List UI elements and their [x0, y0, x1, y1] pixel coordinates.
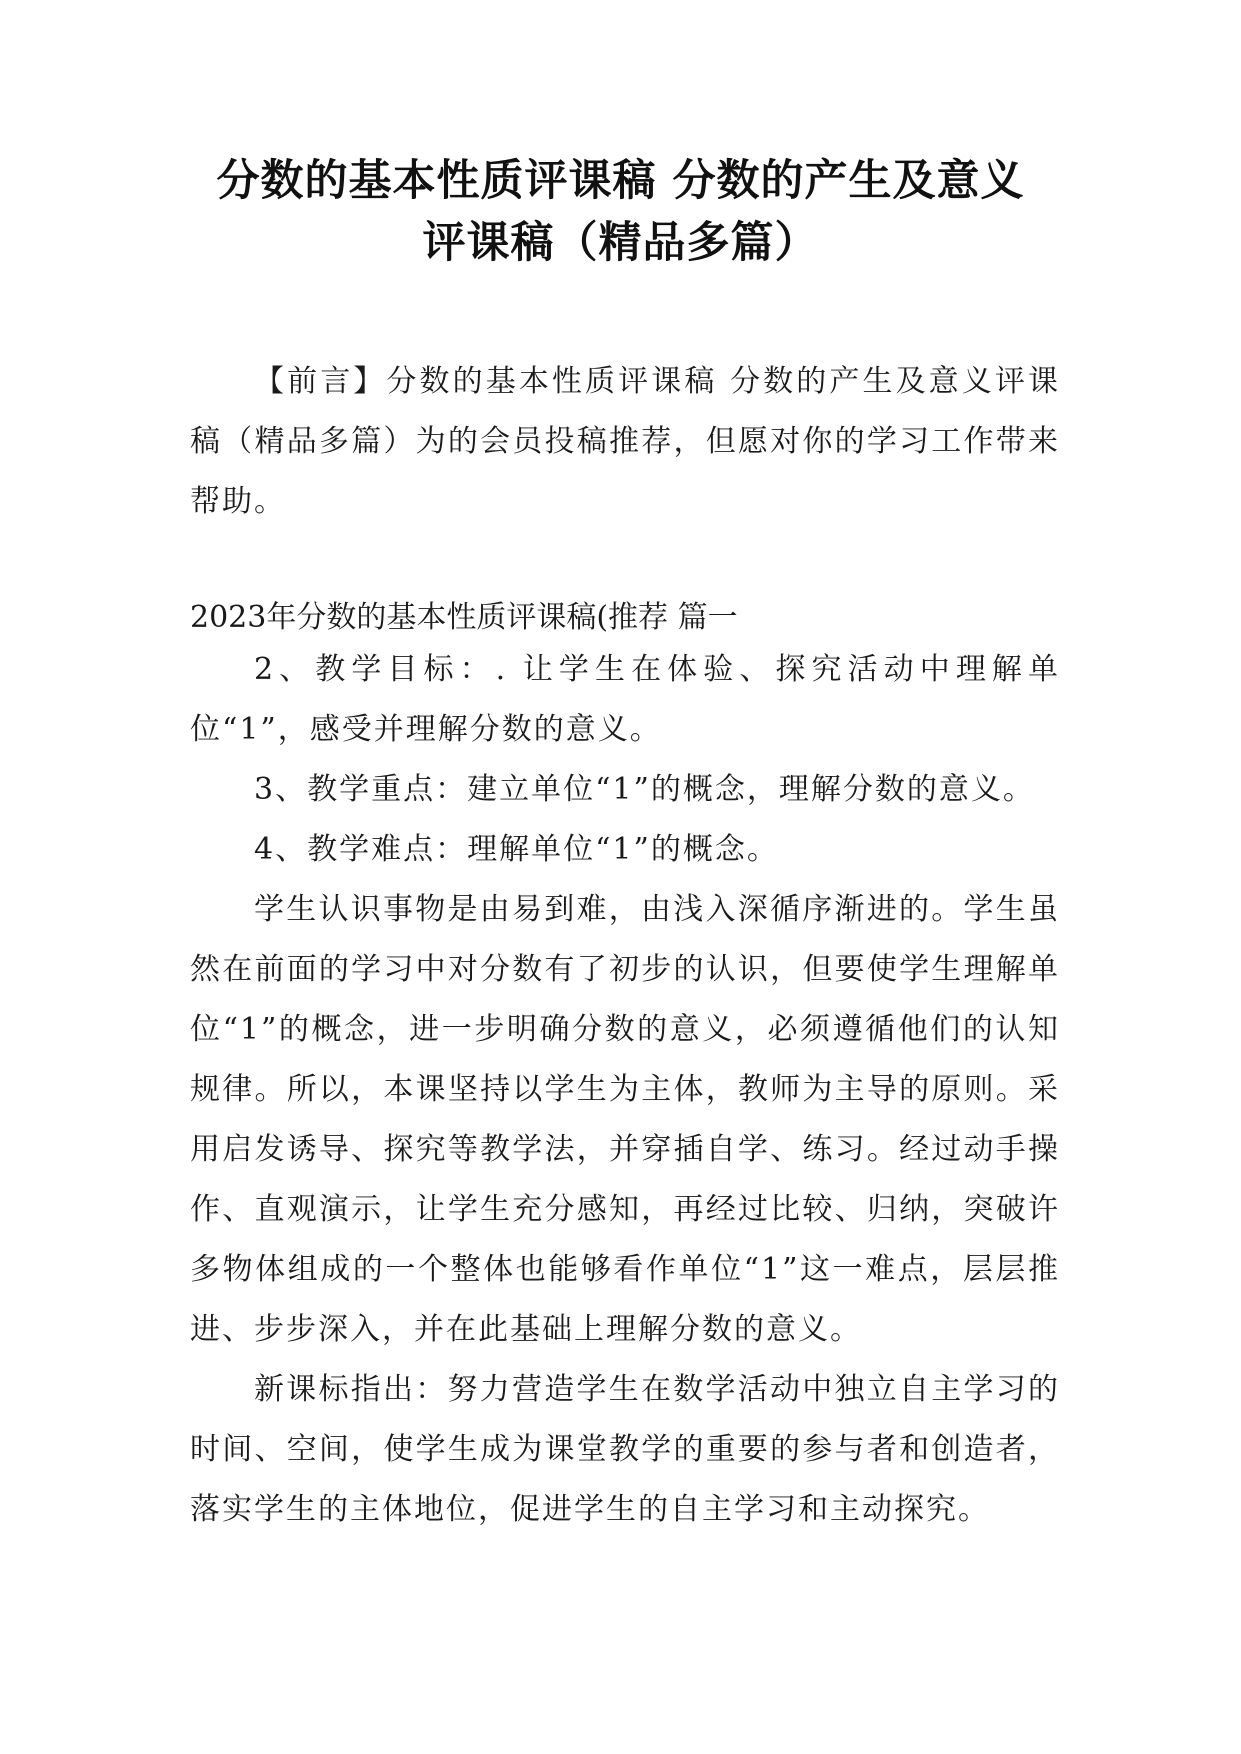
content-block [190, 640, 1060, 1540]
paragraph-teaching-focus: 3、教学重点：建立单位“1”的概念，理解分数的意义。 [254, 772, 1035, 807]
section-heading: 2023年分数的基本性质评课稿(推荐 篇一 [190, 600, 738, 635]
document-title-line-1: 分数的基本性质评课稿 分数的产生及意义 [216, 156, 1025, 206]
paragraph-curriculum-standard: 新课标指出：努力营造学生在数学活动中独立自主学习的时间、空间，使学生成为课堂教学的重要的参与者和创造者，落实学生的主体地位，促进学生的自主学习和主动探究。 [190, 1372, 1060, 1527]
paragraph-teaching-difficulty: 4、教学难点：理解单位“1”的概念。 [254, 832, 779, 867]
document-title [150, 150, 1091, 274]
preface-paragraph: 【前言】分数的基本性质评课稿 分数的产生及意义评课稿（精品多篇）为的会员投稿推荐，但愿对你的学习工作带来帮助。 [190, 364, 1060, 519]
paragraph-teaching-method: 学生认识事物是由易到难，由浅入深循序渐进的。学生虽然在前面的学习中对分数有了初步的认识，但要使学生理解单位“1”的概念，进一步明确分数的意义，必须遵循他们的认知规律。所以，本课坚持以学生为主体，教师为主导的原则。采用启发诱导、探究等教学法，并穿插自学、练习。经过动手操作、直观演示，让学生充分感知，再经过比较、归纳，突破许多物体组成的一个整体也能够看作单位“1”这一难点，层层推进、步步深入，并在此基础上理解分数的意义。 [190, 892, 1060, 1347]
paragraph-teaching-goal: 2、教学目标：. 让学生在体验、探究活动中理解单位“1”，感受并理解分数的意义。 [190, 652, 1060, 747]
document-title-line-2: 评课稿（精品多篇） [422, 218, 819, 268]
